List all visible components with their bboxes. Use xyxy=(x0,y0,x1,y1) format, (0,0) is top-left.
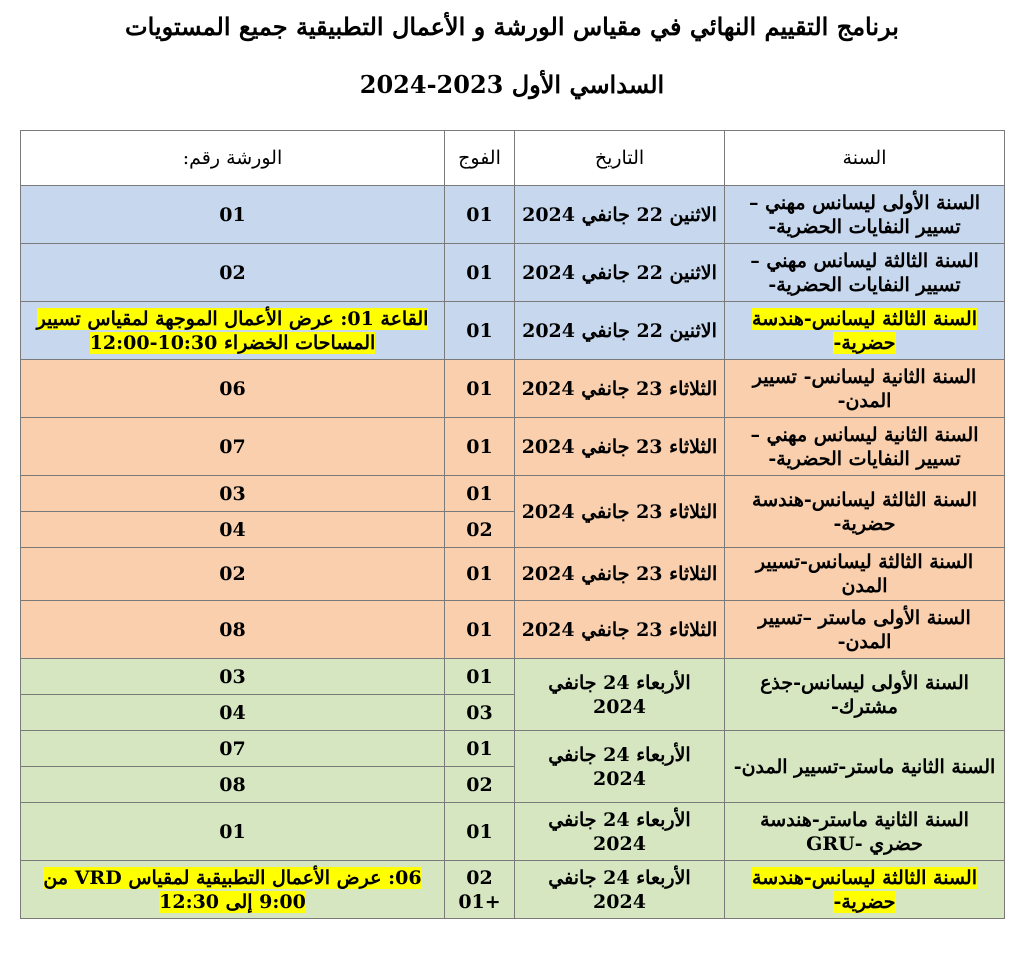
date-cell: الاثنين 22 جانفي 2024 xyxy=(515,244,725,302)
table-header-row xyxy=(21,131,1005,186)
workshop-cell: 07 xyxy=(21,731,445,767)
workshop-cell: 08 xyxy=(21,767,445,803)
date-cell: الاثنين 22 جانفي 2024 xyxy=(515,186,725,244)
year-cell: السنة الأولى ليسانس مهني –تسيير النفايات الحضرية- xyxy=(725,186,1005,244)
fouj-cell: 03 xyxy=(445,695,515,731)
workshop-cell: 01 xyxy=(21,803,445,861)
highlighted-note: 06: عرض الأعمال التطبيقية لمقياس VRD من 9:00 إلى 12:30 xyxy=(43,866,422,913)
table-row xyxy=(21,360,1005,418)
table-row xyxy=(21,601,1005,659)
fouj-cell: 01 xyxy=(445,418,515,476)
fouj-cell: 01 xyxy=(445,302,515,360)
date-cell: الثلاثاء 23 جانفي 2024 xyxy=(515,418,725,476)
date-cell: الأربعاء 24 جانفي 2024 xyxy=(515,659,725,731)
fouj-cell: 01 xyxy=(445,244,515,302)
date-cell: الأربعاء 24 جانفي 2024 xyxy=(515,731,725,803)
fouj-cell: 02 xyxy=(445,512,515,548)
header-workshop: الورشة رقم: xyxy=(21,131,445,186)
year-cell: السنة الأولى ليسانس-جذع مشترك- xyxy=(725,659,1005,731)
date-cell: الثلاثاء 23 جانفي 2024 xyxy=(515,476,725,548)
table-row xyxy=(21,731,1005,767)
year-cell: السنة الثالثة ليسانس-هندسة حضرية- xyxy=(725,476,1005,548)
year-cell: السنة الثالثة ليسانس مهني –تسيير النفايات الحضرية- xyxy=(725,244,1005,302)
page-subtitle: السداسي الأول 2023-2024 xyxy=(359,70,665,99)
table-row xyxy=(21,244,1005,302)
workshop-cell xyxy=(21,302,445,360)
highlighted-year: السنة الثالثة ليسانس-هندسة حضرية- xyxy=(752,307,977,354)
date-cell: الأربعاء 24 جانفي 2024 xyxy=(515,803,725,861)
fouj-cell: 01 xyxy=(445,803,515,861)
workshop-cell: 07 xyxy=(21,418,445,476)
table-row xyxy=(21,302,1005,360)
workshop-cell: 02 xyxy=(21,548,445,601)
table-row xyxy=(21,418,1005,476)
year-cell: السنة الثانية ليسانس- تسيير المدن- xyxy=(725,360,1005,418)
year-cell: السنة الثانية ماستر-هندسة حضري -GRU xyxy=(725,803,1005,861)
fouj-cell: 02 +01 xyxy=(445,861,515,919)
fouj-cell: 02 xyxy=(445,767,515,803)
workshop-cell: 02 xyxy=(21,244,445,302)
workshop-cell xyxy=(21,861,445,919)
page-title: برنامج التقييم النهائي في مقياس الورشة و الأعمال التطبيقية جميع المستويات xyxy=(125,12,899,41)
table-row xyxy=(21,861,1005,919)
table-row xyxy=(21,803,1005,861)
header-date: التاريخ xyxy=(515,131,725,186)
year-cell: السنة الأولى ماستر –تسيير المدن- xyxy=(725,601,1005,659)
workshop-cell: 04 xyxy=(21,512,445,548)
date-cell: الأربعاء 24 جانفي 2024 xyxy=(515,861,725,919)
highlighted-note: القاعة 01: عرض الأعمال الموجهة لمقياس تسيير المساحات الخضراء 10:30-12:00 xyxy=(36,307,429,354)
table-row xyxy=(21,548,1005,601)
fouj-cell: 01 xyxy=(445,476,515,512)
workshop-cell: 03 xyxy=(21,476,445,512)
date-cell: الثلاثاء 23 جانفي 2024 xyxy=(515,601,725,659)
year-cell: السنة الثالثة ليسانس-تسيير المدن xyxy=(725,548,1005,601)
fouj-cell: 01 xyxy=(445,360,515,418)
fouj-cell: 01 xyxy=(445,548,515,601)
workshop-cell: 04 xyxy=(21,695,445,731)
date-cell: الاثنين 22 جانفي 2024 xyxy=(515,302,725,360)
workshop-cell: 03 xyxy=(21,659,445,695)
date-cell: الثلاثاء 23 جانفي 2024 xyxy=(515,548,725,601)
table-row xyxy=(21,659,1005,695)
date-cell: الثلاثاء 23 جانفي 2024 xyxy=(515,360,725,418)
schedule-table xyxy=(20,130,1005,919)
table-row xyxy=(21,186,1005,244)
fouj-cell: 01 xyxy=(445,659,515,695)
highlighted-year: السنة الثالثة ليسانس-هندسة حضرية- xyxy=(752,866,977,913)
header-year: السنة xyxy=(725,131,1005,186)
fouj-cell: 01 xyxy=(445,601,515,659)
fouj-cell: 01 xyxy=(445,731,515,767)
fouj-cell: 01 xyxy=(445,186,515,244)
year-cell xyxy=(725,861,1005,919)
workshop-cell: 08 xyxy=(21,601,445,659)
table-row xyxy=(21,476,1005,512)
year-cell: السنة الثانية ماستر-تسيير المدن- xyxy=(725,731,1005,803)
header-fouj: الفوج xyxy=(445,131,515,186)
workshop-cell: 01 xyxy=(21,186,445,244)
year-cell: السنة الثانية ليسانس مهني –تسيير النفايات الحضرية- xyxy=(725,418,1005,476)
year-cell xyxy=(725,302,1005,360)
workshop-cell: 06 xyxy=(21,360,445,418)
